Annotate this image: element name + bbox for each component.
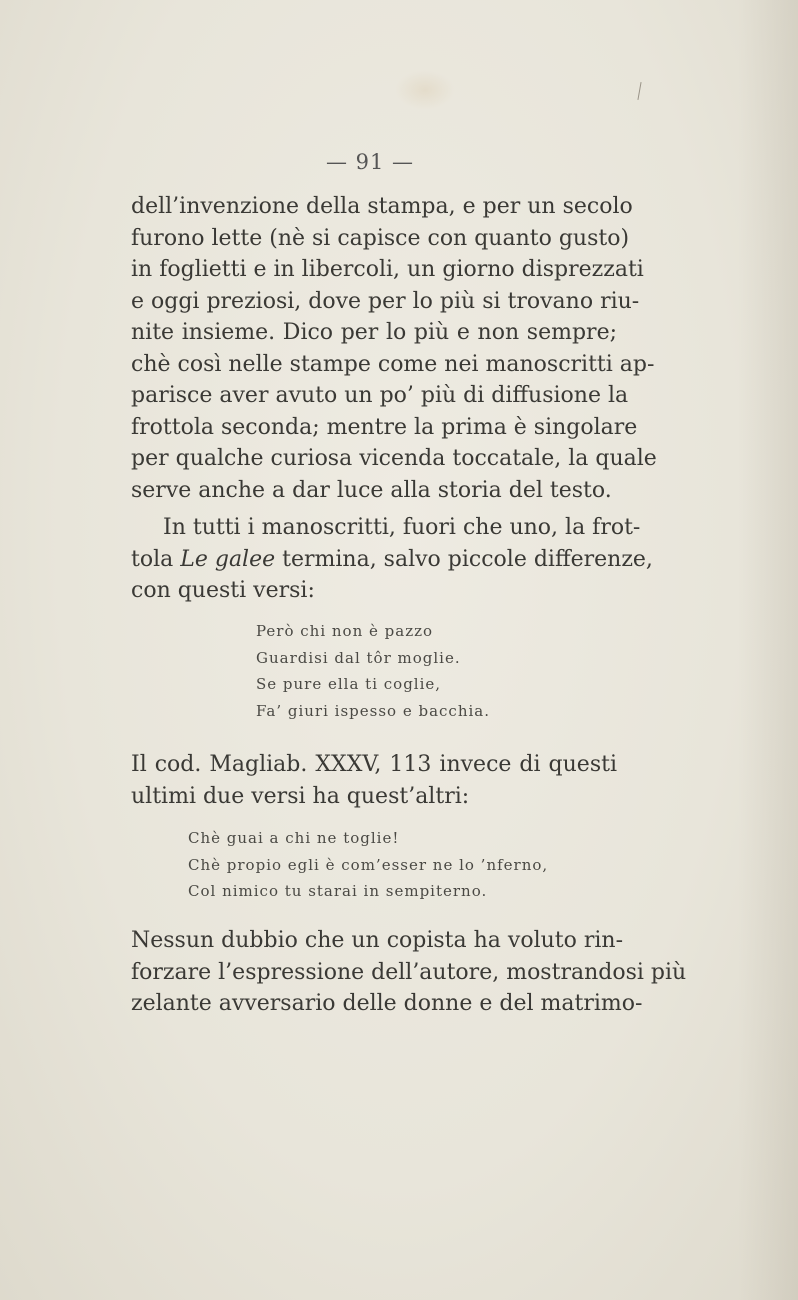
verse-line: Però chi non è pazzo bbox=[256, 622, 434, 640]
text-line: chè così nelle stampe come nei manoscritti ap- bbox=[131, 351, 655, 377]
text-line: parisce aver avuto un po’ più di diffusione la bbox=[131, 383, 629, 408]
verse-line: Chè propio egli è com’esser ne lo ’nferno, bbox=[188, 855, 549, 874]
paragraph-3 bbox=[131, 749, 617, 812]
text-line bbox=[131, 544, 653, 576]
paragraph-2 bbox=[131, 512, 653, 607]
text-line: forzare l’espressione dell’autore, mostrandosi più bbox=[131, 959, 687, 985]
verse-quote-2 bbox=[188, 825, 548, 905]
text-line: nite insieme. Dico per lo più e non sempre; bbox=[131, 320, 617, 345]
verse-line: Guardisi dal tôr moglie. bbox=[256, 648, 461, 667]
text-segment: tola bbox=[131, 546, 181, 572]
paper-stain bbox=[395, 70, 455, 110]
verse-line: Col nimico tu starai in sempiterno. bbox=[188, 882, 488, 900]
text-line: ultimi due versi ha quest’altri: bbox=[131, 783, 470, 809]
text-line: zelante avversario delle donne e del matrimo- bbox=[131, 991, 643, 1016]
text-segment: termina, salvo piccole differenze, bbox=[275, 546, 653, 572]
page-number: — 91 — bbox=[325, 150, 415, 174]
text-line: Nessun dubbio che un copista ha voluto rin- bbox=[131, 928, 624, 953]
verse-quote-1 bbox=[256, 618, 490, 724]
paragraph-1 bbox=[131, 191, 657, 506]
text-line: in foglietti e in libercoli, un giorno disprezzati bbox=[131, 257, 644, 282]
verse-line: Se pure ella ti coglie, bbox=[256, 675, 442, 693]
text-line: serve anche a dar luce alla storia del testo. bbox=[131, 477, 612, 503]
text-line: frottola seconda; mentre la prima è singolare bbox=[131, 414, 638, 440]
text-line: e oggi preziosi, dove per lo più si trovano riu- bbox=[131, 288, 640, 314]
verse-line: Fa’ giuri ispesso e bacchia. bbox=[256, 701, 490, 720]
text-line: per qualche curiosa vicenda toccatale, la quale bbox=[131, 446, 657, 471]
poem-title: Le galee bbox=[180, 546, 276, 572]
text-line: In tutti i manoscritti, fuori che uno, la frot- bbox=[163, 515, 641, 540]
pencil-mark bbox=[637, 82, 641, 100]
text-line: furono lette (nè si capisce con quanto gusto) bbox=[131, 225, 630, 251]
text-line: dell’invenzione della stampa, e per un secolo bbox=[131, 194, 633, 219]
text-line: Il cod. Magliab. XXXV, 113 invece di questi bbox=[131, 752, 617, 777]
page-edge-shadow bbox=[738, 0, 798, 1300]
verse-line: Chè guai a chi ne toglie! bbox=[188, 829, 400, 847]
text-line: con questi versi: bbox=[131, 578, 315, 603]
paragraph-4 bbox=[131, 925, 687, 1020]
